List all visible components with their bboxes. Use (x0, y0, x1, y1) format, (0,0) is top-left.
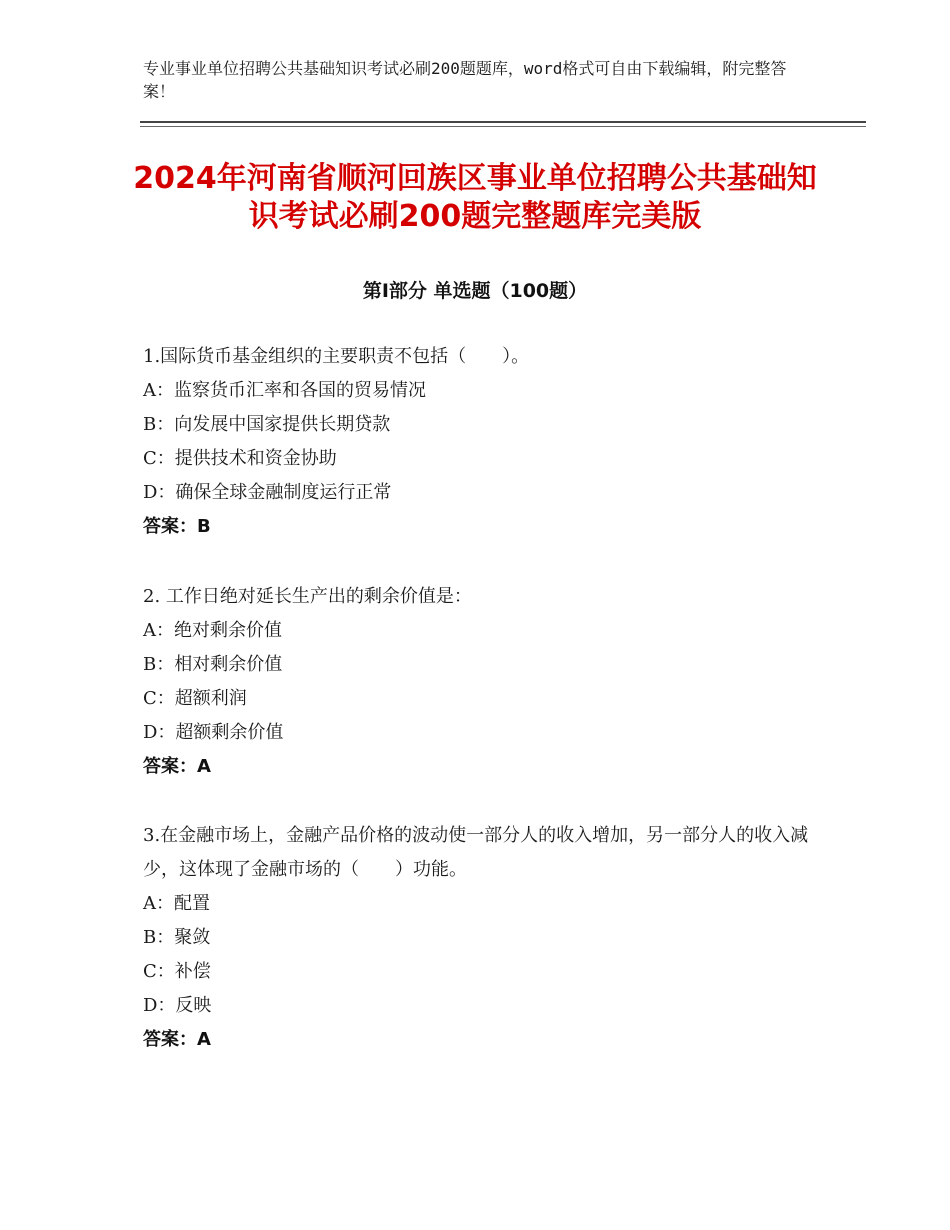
option-d: D：超额剩余价值 (143, 722, 284, 743)
option-a: A：配置 (143, 893, 210, 914)
answer: 答案：B (143, 516, 211, 537)
question-stem: 1.国际货币基金组织的主要职责不包括（ ）。 (143, 346, 530, 367)
option-c: C：超额利润 (143, 688, 247, 709)
option-b: B：聚敛 (143, 927, 211, 948)
option-c: C：补偿 (143, 961, 211, 982)
answer: 答案：A (143, 1029, 211, 1050)
question-stem: 2. 工作日绝对延长生产出的剩余价值是： (143, 586, 472, 607)
option-d: D：确保全球金融制度运行正常 (143, 482, 392, 503)
option-d: D：反映 (143, 995, 212, 1016)
question-stem: 3.在金融市场上，金融产品价格的波动使一部分人的收入增加，另一部分人的收入减少，这体现了金融市场的（ ）功能。 (143, 825, 809, 880)
header-note: 专业事业单位招聘公共基础知识考试必刷200题题库，word格式可自由下载编辑，附完整答案！ (143, 59, 787, 101)
question-1 (143, 340, 823, 544)
option-b: B：相对剩余价值 (143, 654, 283, 675)
option-c: C：提供技术和资金协助 (143, 448, 337, 469)
question-3 (143, 819, 823, 1057)
option-a: A：监察货币汇率和各国的贸易情况 (143, 380, 426, 401)
answer: 答案：A (143, 756, 211, 777)
section-title: 第Ⅰ部分 单选题（100题） (362, 280, 588, 302)
option-a: A：绝对剩余价值 (143, 620, 282, 641)
document-title: 2024年河南省顺河回族区事业单位招聘公共基础知识考试必刷200题完整题库完美版 (133, 161, 817, 234)
question-2 (143, 580, 823, 784)
header-rule-thick (140, 121, 866, 123)
header-rule-thin (140, 126, 866, 127)
option-b: B：向发展中国家提供长期贷款 (143, 414, 391, 435)
